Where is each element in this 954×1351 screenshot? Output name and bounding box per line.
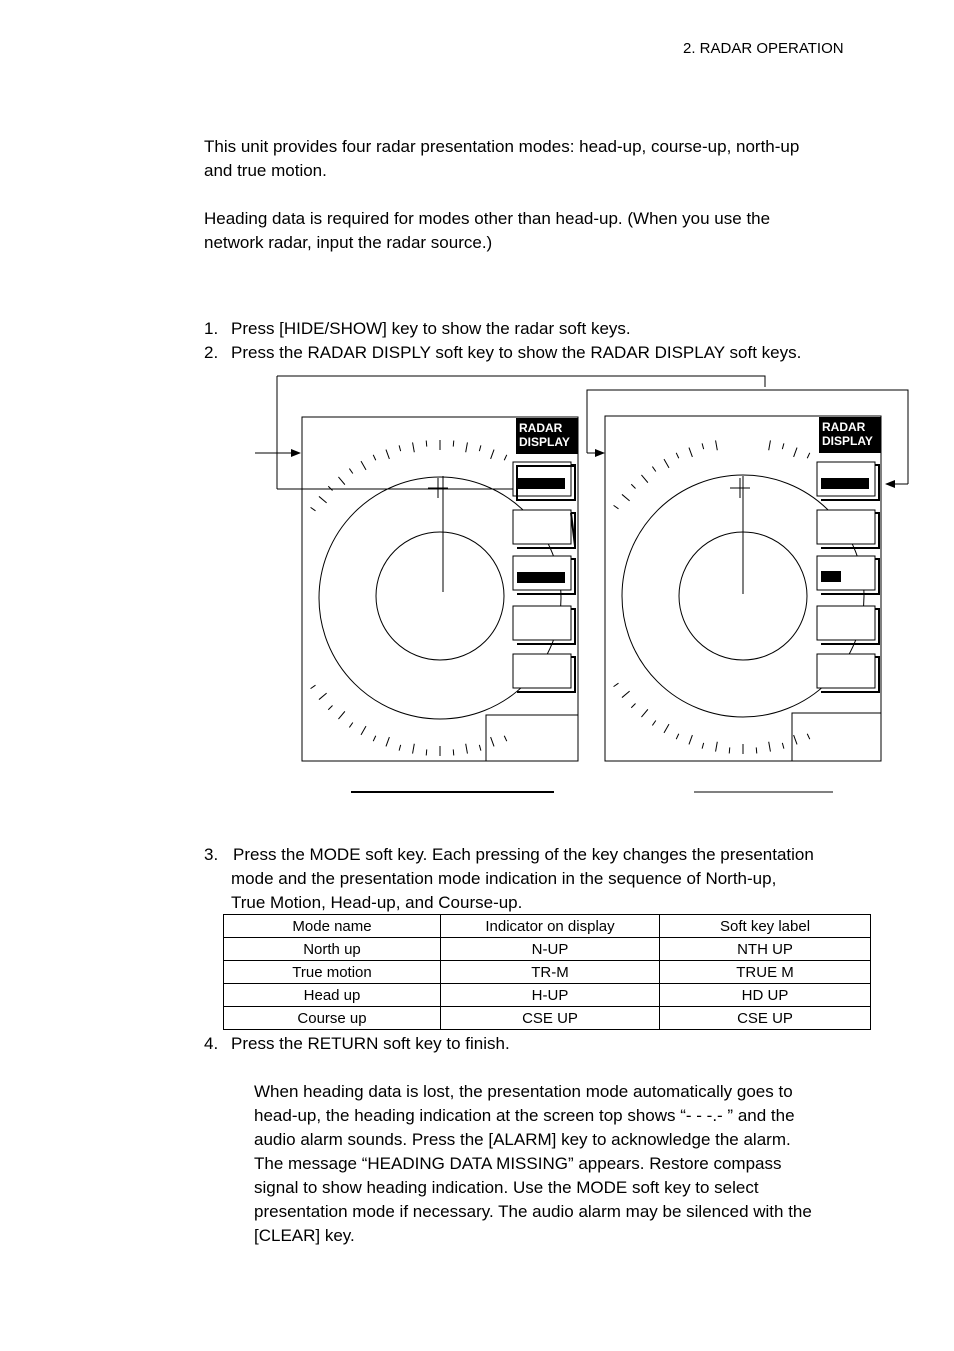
note-text: When heading data is lost, the presentation mode automatically goes to: [254, 1082, 793, 1101]
bearing-tick: [807, 734, 810, 739]
bearing-tick: [328, 486, 332, 490]
table-cell: True motion: [224, 961, 441, 984]
table-header: Mode name: [224, 915, 441, 938]
note-text: head-up, the heading indication at the screen top shows “- - -.- ” and the: [254, 1106, 795, 1125]
bearing-tick: [349, 723, 352, 728]
step-text: Press the RADAR DISPLY soft key to show the RADAR DISPLAY soft keys.: [231, 343, 802, 362]
bearing-tick: [453, 749, 454, 755]
bearing-tick: [491, 737, 494, 746]
bearing-tick: [641, 475, 647, 483]
bearing-tick: [631, 484, 635, 488]
note-text: The message “HEADING DATA MISSING” appears. Restore compass: [254, 1154, 782, 1173]
note-text: presentation mode if necessary. The audio alarm may be silenced with the: [254, 1202, 812, 1221]
bearing-tick: [641, 709, 647, 717]
bearing-tick: [782, 743, 784, 749]
bearing-tick: [338, 477, 344, 485]
bearing-tick: [769, 742, 771, 752]
step-number: 1.: [204, 319, 219, 338]
bearing-tick: [807, 453, 810, 458]
bearing-tick: [361, 461, 366, 470]
bearing-tick: [413, 442, 415, 452]
bearing-tick: [426, 441, 427, 447]
bearing-tick: [794, 448, 797, 457]
intro-text: network radar, input the radar source.): [204, 233, 493, 252]
bearing-tick: [479, 745, 481, 751]
intro-text: This unit provides four radar presentation modes: head-up, course-up, north-up: [204, 137, 800, 156]
bearing-tick: [622, 691, 630, 697]
bearing-tick: [716, 440, 718, 450]
bearing-tick: [652, 721, 655, 726]
table-cell: NTH UP: [660, 938, 871, 961]
intro-text: and true motion.: [204, 161, 327, 180]
table-header: Soft key label: [660, 915, 871, 938]
table-cell: HD UP: [660, 984, 871, 1007]
bearing-tick: [614, 683, 619, 686]
bearing-tick: [702, 443, 704, 449]
right-data-box: [792, 713, 881, 761]
note-text: audio alarm sounds. Press the [ALARM] key to acknowledge the alarm.: [254, 1130, 791, 1149]
step-text: True Motion, Head-up, and Course-up.: [231, 893, 523, 912]
step-text: Press [HIDE/SHOW] key to show the radar soft keys.: [231, 319, 631, 338]
bearing-tick: [386, 450, 389, 459]
bearing-tick: [479, 445, 481, 451]
note-text: [CLEAR] key.: [254, 1226, 355, 1245]
table-cell: North up: [224, 938, 441, 961]
step-text: mode and the presentation mode indication in the sequence of North-up,: [231, 869, 777, 888]
bearing-tick: [466, 744, 468, 754]
table-row: [224, 1007, 871, 1030]
bearing-tick: [729, 747, 730, 753]
bearing-tick: [399, 445, 401, 451]
bearing-tick: [664, 459, 669, 468]
bearing-tick: [782, 443, 784, 449]
table-cell: TR-M: [441, 961, 660, 984]
bearing-tick: [664, 724, 669, 733]
left-radar-display-title: RADAR DISPLAY: [516, 418, 578, 454]
bearing-tick: [614, 505, 619, 508]
mode-table: [223, 914, 871, 1030]
bearing-tick: [426, 749, 427, 755]
table-cell: TRUE M: [660, 961, 871, 984]
table-header: Indicator on display: [441, 915, 660, 938]
bearing-tick: [689, 735, 692, 744]
bearing-tick: [652, 467, 655, 472]
bearing-tick: [702, 743, 704, 749]
bearing-tick: [756, 747, 757, 753]
step-text: Press the RETURN soft key to finish.: [231, 1034, 510, 1053]
bearing-tick: [386, 737, 389, 746]
table-cell: N-UP: [441, 938, 660, 961]
bearing-tick: [676, 453, 679, 458]
bearing-tick: [373, 736, 376, 741]
table-cell: Head up: [224, 984, 441, 1007]
table-cell: Course up: [224, 1007, 441, 1030]
bearing-tick: [466, 442, 468, 452]
right-softkeys: [817, 462, 875, 688]
bearing-tick: [311, 507, 316, 510]
chapter-header: 2. RADAR OPERATION: [683, 40, 844, 57]
left-softkeys: [513, 462, 575, 688]
bearing-tick: [622, 494, 630, 500]
bearing-tick: [319, 496, 327, 502]
table-row: [224, 984, 871, 1007]
bearing-tick: [373, 455, 376, 460]
table-row: [224, 961, 871, 984]
bearing-tick: [338, 711, 344, 719]
bearing-tick: [676, 734, 679, 739]
bearing-tick: [716, 742, 718, 752]
step-number: 3.: [204, 845, 219, 864]
bearing-tick: [453, 441, 454, 447]
table-cell: CSE UP: [660, 1007, 871, 1030]
table-header-row: [224, 915, 871, 938]
bearing-tick: [349, 469, 352, 474]
bearing-tick: [689, 448, 692, 457]
bearing-tick: [319, 693, 327, 699]
table-cell: H-UP: [441, 984, 660, 1007]
bearing-tick: [413, 744, 415, 754]
bearing-tick: [794, 735, 797, 744]
table-cell: CSE UP: [441, 1007, 660, 1030]
bearing-tick: [769, 440, 771, 450]
bearing-tick: [491, 450, 494, 459]
right-radar-display-title: RADAR DISPLAY: [819, 417, 881, 453]
step-text: Press the MODE soft key. Each pressing of the key changes the presentation: [233, 845, 814, 864]
note-text: signal to show heading indication. Use the MODE soft key to select: [254, 1178, 759, 1197]
step-number: 4.: [204, 1034, 219, 1053]
bearing-tick: [399, 745, 401, 751]
bearing-tick: [631, 703, 635, 707]
bearing-tick: [328, 705, 332, 709]
bearing-tick: [504, 455, 507, 460]
bearing-tick: [311, 685, 316, 688]
intro-text: Heading data is required for modes other than head-up. (When you use the: [204, 209, 771, 228]
left-data-box: [486, 715, 578, 761]
table-row: [224, 938, 871, 961]
step-number: 2.: [204, 343, 219, 362]
left-range-ring-inner: [376, 532, 504, 660]
bearing-tick: [504, 736, 507, 741]
bearing-tick: [361, 726, 366, 735]
